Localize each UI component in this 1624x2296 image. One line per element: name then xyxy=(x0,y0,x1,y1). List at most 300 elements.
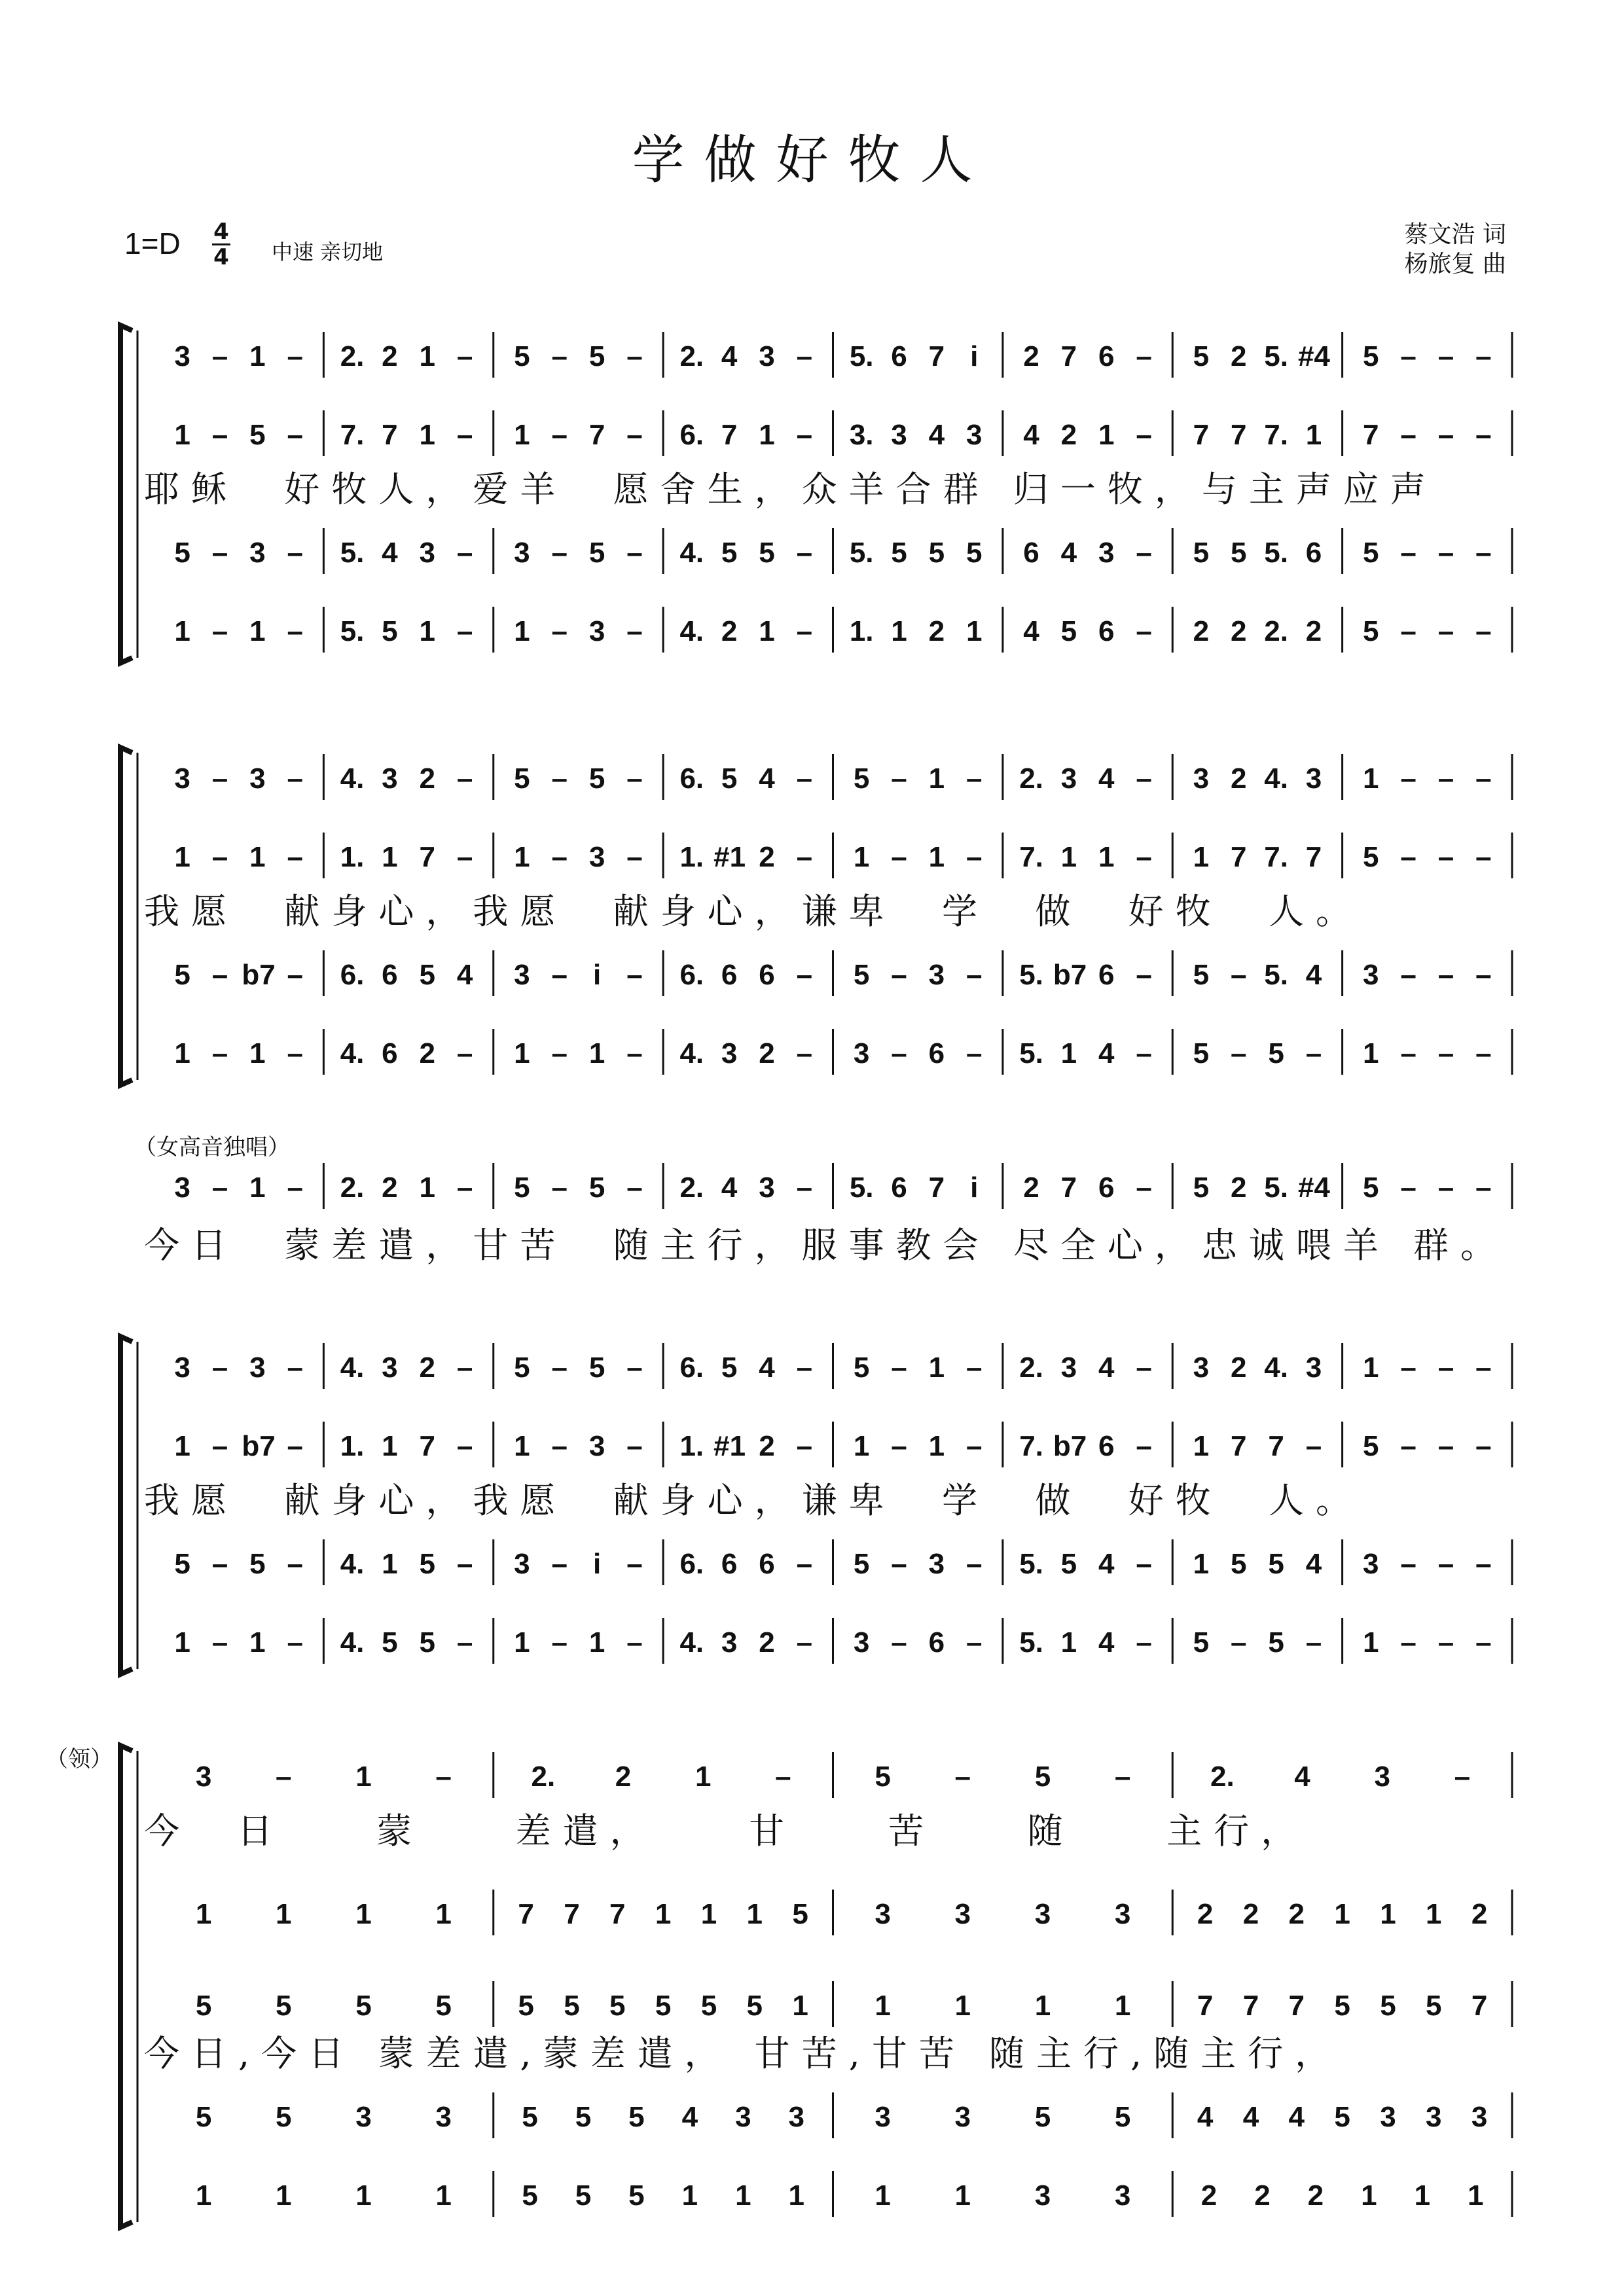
note: 7 xyxy=(1060,340,1077,372)
dash-mark: – xyxy=(796,615,813,647)
note: 4 xyxy=(928,419,945,451)
note: 5 xyxy=(1426,1990,1442,2022)
note: 1 xyxy=(735,2179,751,2212)
note: 5 xyxy=(853,1352,870,1384)
lyric-line: 耶稣 好牧人，爱羊 愿舍生，众羊合群 归一牧，与主声应声 xyxy=(144,469,1437,510)
note: 4. xyxy=(340,1626,365,1659)
note: 3 xyxy=(1380,2101,1396,2133)
note: 7 xyxy=(518,1898,534,1930)
note: 7 xyxy=(382,419,398,451)
note: 4. xyxy=(340,1548,365,1580)
dash-mark: – xyxy=(1400,615,1416,647)
voice-row xyxy=(118,2176,1519,2235)
note: 4. xyxy=(340,1037,365,1069)
note: 3 xyxy=(1114,1898,1131,1930)
note: 1 xyxy=(928,1352,945,1384)
dash-mark: – xyxy=(211,1548,228,1580)
note: 7 xyxy=(564,1898,580,1930)
dash-mark: – xyxy=(287,1352,303,1384)
note: 1 xyxy=(965,615,983,647)
note: 5 xyxy=(575,2101,592,2133)
dash-mark: – xyxy=(1437,841,1454,873)
dash-mark: – xyxy=(211,419,228,451)
dash-mark: – xyxy=(626,1626,643,1659)
dash-mark: – xyxy=(456,1352,473,1384)
dash-mark: – xyxy=(626,1548,643,1580)
note: 3 xyxy=(174,340,190,372)
note: 1 xyxy=(588,1626,605,1659)
note: 7 xyxy=(1231,841,1247,873)
note: 3 xyxy=(1193,762,1210,795)
note: 2 xyxy=(419,1037,435,1069)
note: 1 xyxy=(1193,1548,1210,1580)
note: 2 xyxy=(1242,1898,1259,1930)
voice-row xyxy=(118,759,1519,818)
note: 7 xyxy=(1231,1430,1247,1462)
note: 1 xyxy=(655,1898,672,1930)
dash-mark: – xyxy=(1437,340,1454,372)
dash-mark: – xyxy=(456,340,473,372)
note: 7 xyxy=(1231,419,1247,451)
dash-mark: – xyxy=(1305,1626,1322,1659)
note: 4 xyxy=(1023,419,1039,451)
dash-mark: – xyxy=(796,841,813,873)
note: 4 xyxy=(1098,1548,1115,1580)
dash-mark: – xyxy=(211,959,228,991)
note: 4 xyxy=(1242,2101,1259,2133)
note: 5 xyxy=(875,1761,891,1793)
note: 7 xyxy=(1471,1990,1488,2022)
note: 2 xyxy=(1060,419,1077,451)
dash-mark: – xyxy=(287,615,303,647)
note: 2 xyxy=(1307,2179,1324,2212)
dash-mark: – xyxy=(1437,615,1454,647)
note: 3 xyxy=(928,959,945,991)
note: 4. xyxy=(1264,1352,1288,1384)
note: 7 xyxy=(1197,1990,1214,2022)
note: 5 xyxy=(588,1352,605,1384)
dash-mark: – xyxy=(211,762,228,795)
note: 5 xyxy=(276,2101,292,2133)
note: 3 xyxy=(853,1626,870,1659)
note: 5. xyxy=(849,340,874,372)
note: 5 xyxy=(1193,340,1210,372)
note: 1 xyxy=(695,1761,712,1793)
dash-mark: – xyxy=(1136,762,1152,795)
dash-mark: – xyxy=(626,762,643,795)
note: 1 xyxy=(1305,419,1322,451)
dash-mark: – xyxy=(1437,762,1454,795)
dash-mark: – xyxy=(1475,537,1492,569)
note: 5 xyxy=(419,959,435,991)
note: 5. xyxy=(340,615,365,647)
dash-mark: – xyxy=(1475,1037,1492,1069)
note: 1 xyxy=(928,762,945,795)
dash-mark: – xyxy=(965,1037,983,1069)
note: 7 xyxy=(721,419,738,451)
note: 2 xyxy=(1231,340,1247,372)
note: 3 xyxy=(759,340,775,372)
note: 4 xyxy=(1098,762,1115,795)
note: 2. xyxy=(679,1172,704,1204)
dash-mark: – xyxy=(796,1172,813,1204)
voice-row xyxy=(118,1034,1519,1093)
note: 5. xyxy=(1264,537,1288,569)
dash-mark: – xyxy=(1231,1037,1247,1069)
dash-mark: – xyxy=(1475,615,1492,647)
note: 5 xyxy=(382,1626,398,1659)
note: 1 xyxy=(249,1172,266,1204)
dash-mark: – xyxy=(1437,1548,1454,1580)
note: 5 xyxy=(588,340,605,372)
note: 3 xyxy=(1060,762,1077,795)
note: 3 xyxy=(954,1898,971,1930)
note: 3 xyxy=(721,1037,738,1069)
note: 7 xyxy=(1060,1172,1077,1204)
dash-mark: – xyxy=(1437,419,1454,451)
dash-mark: – xyxy=(287,1626,303,1659)
dash-mark: – xyxy=(1136,1037,1152,1069)
dash-mark: – xyxy=(965,1430,983,1462)
dash-mark: – xyxy=(1400,1548,1416,1580)
note: 3 xyxy=(588,1430,605,1462)
note: 5. xyxy=(849,537,874,569)
dash-mark: – xyxy=(1475,841,1492,873)
dash-mark: – xyxy=(1305,1430,1322,1462)
note: 3 xyxy=(721,1626,738,1659)
dash-mark: – xyxy=(1136,841,1152,873)
note: 1. xyxy=(340,1430,365,1462)
note: 5 xyxy=(1231,537,1247,569)
note: 5 xyxy=(1193,1037,1210,1069)
note: 7 xyxy=(1193,419,1210,451)
note: 1 xyxy=(681,2179,698,2212)
note: 1 xyxy=(355,1898,372,1930)
note: 7. xyxy=(1019,1430,1043,1462)
note: 3 xyxy=(195,1761,212,1793)
dash-mark: – xyxy=(1400,762,1416,795)
note: 7 xyxy=(419,841,435,873)
note: 1. xyxy=(679,1430,704,1462)
dash-mark: – xyxy=(1437,1172,1454,1204)
note: 2 xyxy=(419,762,435,795)
note: 5 xyxy=(522,2101,538,2133)
dash-mark: – xyxy=(211,1626,228,1659)
note: 2 xyxy=(1231,1172,1247,1204)
dash-mark: – xyxy=(551,1352,568,1384)
note: 3 xyxy=(891,419,907,451)
dash-mark: – xyxy=(456,1172,473,1204)
note: 1 xyxy=(588,1037,605,1069)
note: 2 xyxy=(382,1172,398,1204)
dash-mark: – xyxy=(456,1626,473,1659)
dash-mark: – xyxy=(287,1037,303,1069)
note: 3 xyxy=(788,2101,804,2133)
dash-mark: – xyxy=(551,1548,568,1580)
dash-mark: – xyxy=(626,1037,643,1069)
note: 5 xyxy=(1060,1548,1077,1580)
note: 5 xyxy=(891,537,907,569)
dash-mark: – xyxy=(965,1548,983,1580)
note: 2 xyxy=(1023,1172,1039,1204)
note: 4 xyxy=(1294,1761,1310,1793)
note: 5 xyxy=(1363,841,1379,873)
note: 1 xyxy=(435,1898,452,1930)
dash-mark: – xyxy=(1454,1761,1471,1793)
note: 5 xyxy=(1363,340,1379,372)
note: 6 xyxy=(891,1172,907,1204)
note: 4 xyxy=(382,537,398,569)
note: 3 xyxy=(965,419,983,451)
note: 5 xyxy=(759,537,775,569)
note: 1 xyxy=(1060,841,1077,873)
dash-mark: – xyxy=(1305,1037,1322,1069)
dash-mark: – xyxy=(796,762,813,795)
note: 5 xyxy=(514,1352,530,1384)
note: i xyxy=(592,1548,602,1580)
tempo-marking: 中速 亲切地 xyxy=(272,240,384,264)
note: 5 xyxy=(1231,1548,1247,1580)
note: 2 xyxy=(759,1430,775,1462)
note: 4 xyxy=(759,762,775,795)
dash-mark: – xyxy=(796,537,813,569)
note: 2 xyxy=(1254,2179,1271,2212)
note: 1 xyxy=(759,615,775,647)
dash-mark: – xyxy=(1400,1352,1416,1384)
note: 7. xyxy=(1019,841,1043,873)
voice-row xyxy=(118,1895,1519,1954)
note: 5 xyxy=(1363,1430,1379,1462)
note: 4 xyxy=(721,340,738,372)
note: 6 xyxy=(1098,1172,1115,1204)
note: 5 xyxy=(721,537,738,569)
note: 5. xyxy=(340,537,365,569)
note: 5 xyxy=(564,1990,580,2022)
note: 5 xyxy=(1334,2101,1350,2133)
dash-mark: – xyxy=(211,340,228,372)
note: 2 xyxy=(1200,2179,1218,2212)
dash-mark: – xyxy=(1400,340,1416,372)
note: 5 xyxy=(1193,1626,1210,1659)
note: 5 xyxy=(174,1548,190,1580)
note: 1 xyxy=(1334,1898,1350,1930)
note: 2 xyxy=(1231,615,1247,647)
dash-mark: – xyxy=(891,959,907,991)
note: 5. xyxy=(849,1172,874,1204)
note: 5 xyxy=(609,1990,626,2022)
note: 7 xyxy=(588,419,605,451)
note: 1 xyxy=(1193,1430,1210,1462)
voice-row xyxy=(118,1348,1519,1407)
note: 7 xyxy=(1288,1990,1305,2022)
note: b7 xyxy=(1053,1430,1087,1462)
note: 3 xyxy=(759,1172,775,1204)
dash-mark: – xyxy=(551,419,568,451)
note: 1 xyxy=(276,1898,292,1930)
note: 6. xyxy=(679,959,704,991)
note: 1 xyxy=(174,1430,190,1462)
note: 2 xyxy=(759,1037,775,1069)
dash-mark: – xyxy=(211,537,228,569)
dash-mark: – xyxy=(965,762,983,795)
dash-mark: – xyxy=(891,1352,907,1384)
note: 6 xyxy=(721,1548,738,1580)
note: 5 xyxy=(195,1990,212,2022)
dash-mark: – xyxy=(551,1037,568,1069)
note: 5 xyxy=(721,1352,738,1384)
note: 3 xyxy=(1098,537,1115,569)
dash-mark: – xyxy=(456,537,473,569)
note: 6. xyxy=(679,1548,704,1580)
note: 1 xyxy=(249,1037,266,1069)
lead-label: （领） xyxy=(46,1746,113,1772)
note: 7 xyxy=(1242,1990,1259,2022)
note: 1 xyxy=(419,1172,435,1204)
note: 5 xyxy=(174,959,190,991)
dash-mark: – xyxy=(551,841,568,873)
dash-mark: – xyxy=(456,762,473,795)
note: 1 xyxy=(1380,1898,1396,1930)
dash-mark: – xyxy=(211,1430,228,1462)
dash-mark: – xyxy=(1437,537,1454,569)
note: 5 xyxy=(1363,537,1379,569)
dash-mark: – xyxy=(954,1761,971,1793)
composer-credit: 杨旅复 曲 xyxy=(1404,251,1506,278)
note: 1 xyxy=(788,2179,804,2212)
note: 2 xyxy=(759,1626,775,1659)
note: 5 xyxy=(355,1990,372,2022)
note: 2 xyxy=(1305,615,1322,647)
note: 1 xyxy=(382,841,398,873)
dash-mark: – xyxy=(1136,959,1152,991)
note: 1 xyxy=(419,615,435,647)
note: 5 xyxy=(853,959,870,991)
note: 1 xyxy=(174,1626,190,1659)
score-system xyxy=(118,1309,1519,1682)
dash-mark: – xyxy=(435,1761,452,1793)
note: 7 xyxy=(928,340,945,372)
note: 1 xyxy=(746,1898,763,1930)
voice-row xyxy=(118,337,1519,396)
dash-mark: – xyxy=(891,1037,907,1069)
note: 3 xyxy=(588,841,605,873)
note: 1 xyxy=(891,615,907,647)
voice-row xyxy=(118,1623,1519,1682)
note: 6 xyxy=(891,340,907,372)
dash-mark: – xyxy=(1400,537,1416,569)
note: b7 xyxy=(1053,959,1087,991)
dash-mark: – xyxy=(1400,419,1416,451)
dash-mark: – xyxy=(965,959,983,991)
note: 1. xyxy=(849,615,874,647)
note: 3 xyxy=(1060,1352,1077,1384)
note: 7 xyxy=(1363,419,1379,451)
note: 2 xyxy=(1197,1898,1214,1930)
note: 1 xyxy=(514,615,530,647)
voice-row xyxy=(118,1545,1519,1604)
note: 1 xyxy=(1060,1037,1077,1069)
dash-mark: – xyxy=(796,419,813,451)
note: 6. xyxy=(340,959,365,991)
dash-mark: – xyxy=(551,537,568,569)
dash-mark: – xyxy=(1475,340,1492,372)
note: 6 xyxy=(928,1626,945,1659)
dash-mark: – xyxy=(456,1430,473,1462)
dash-mark: – xyxy=(287,1172,303,1204)
note: 3 xyxy=(1426,2101,1442,2133)
note: 5. xyxy=(1019,1626,1043,1659)
note: 6 xyxy=(382,959,398,991)
dash-mark: – xyxy=(626,537,643,569)
note: 5 xyxy=(965,537,983,569)
note: 1 xyxy=(954,1990,971,2022)
note: 2 xyxy=(1231,1352,1247,1384)
note: 1 xyxy=(954,2179,971,2212)
dash-mark: – xyxy=(551,340,568,372)
note: 1 xyxy=(1193,841,1210,873)
note: 2 xyxy=(759,841,775,873)
note: i xyxy=(970,340,979,372)
note: 2. xyxy=(1210,1761,1235,1793)
note: 3 xyxy=(1114,2179,1131,2212)
note: 3 xyxy=(249,762,266,795)
note: 1 xyxy=(1363,1037,1379,1069)
note: 1 xyxy=(928,841,945,873)
note: 4. xyxy=(679,1626,704,1659)
note: 4 xyxy=(1197,2101,1214,2133)
note: 5 xyxy=(276,1990,292,2022)
dash-mark: – xyxy=(211,1172,228,1204)
dash-mark: – xyxy=(1400,1626,1416,1659)
dash-mark: – xyxy=(287,841,303,873)
dash-mark: – xyxy=(965,1626,983,1659)
note: 3 xyxy=(1305,1352,1322,1384)
note: 1 xyxy=(514,841,530,873)
note: 5 xyxy=(575,2179,592,2212)
note: 1 xyxy=(276,2179,292,2212)
dash-mark: – xyxy=(1136,1626,1152,1659)
dash-mark: – xyxy=(1400,1430,1416,1462)
note: 1 xyxy=(1098,841,1115,873)
note: 5 xyxy=(588,537,605,569)
note: b7 xyxy=(242,1430,276,1462)
note: 3 xyxy=(174,1172,190,1204)
dash-mark: – xyxy=(1475,1352,1492,1384)
note: 2 xyxy=(419,1352,435,1384)
note: 6. xyxy=(679,1352,704,1384)
note: 5 xyxy=(249,1548,266,1580)
dash-mark: – xyxy=(891,1548,907,1580)
dash-mark: – xyxy=(626,1172,643,1204)
dash-mark: – xyxy=(1136,419,1152,451)
dash-mark: – xyxy=(626,959,643,991)
dash-mark: – xyxy=(626,841,643,873)
dash-mark: – xyxy=(551,1172,568,1204)
note: 5 xyxy=(1060,615,1077,647)
meter-top: 4 xyxy=(213,219,229,245)
dash-mark: – xyxy=(1475,959,1492,991)
note: 1 xyxy=(249,1626,266,1659)
dash-mark: – xyxy=(1437,1037,1454,1069)
dash-mark: – xyxy=(1475,1172,1492,1204)
note: 2. xyxy=(531,1761,556,1793)
note: 3 xyxy=(1034,1898,1051,1930)
note: 4 xyxy=(456,959,473,991)
voice-row xyxy=(118,956,1519,1014)
dash-mark: – xyxy=(1136,1430,1152,1462)
note: 5 xyxy=(435,1990,452,2022)
dash-mark: – xyxy=(456,615,473,647)
